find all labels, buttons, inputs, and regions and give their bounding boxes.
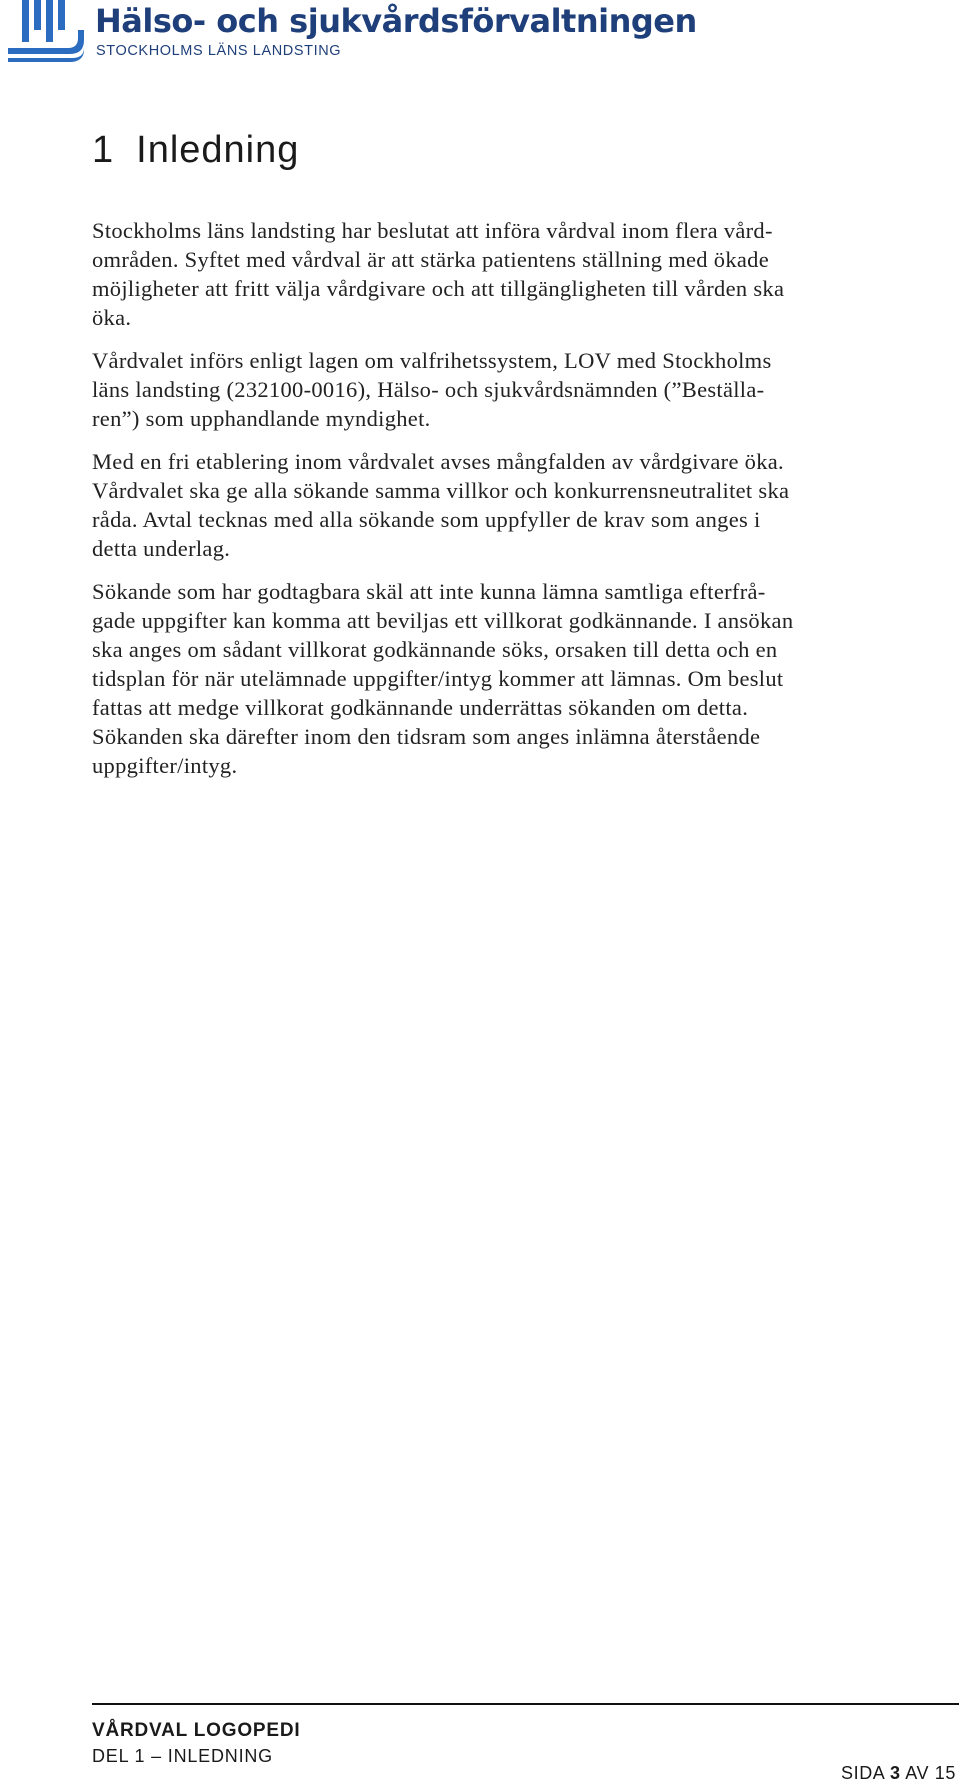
page-current: 3 [890,1763,901,1783]
header-logo [8,0,697,64]
paragraph [92,216,952,332]
paragraph [92,577,952,780]
paragraph-line: Vårdvalet ska ge alla sökande samma villkor och konkurrensneutralitet ska [92,478,790,503]
page-number [841,1762,956,1784]
paragraph-line: gade uppgifter kan komma att beviljas ett villkorat godkännande. I ansökan [92,608,794,633]
paragraph-line: öka. [92,305,132,330]
page-total: 15 [934,1763,956,1783]
paragraph-line: Sökanden ska därefter inom den tidsram som anges inlämna återstående [92,724,761,749]
document-body [92,128,952,794]
paragraph-line: Med en fri etablering inom vårdvalet avses mångfalden av vårdgivare öka. [92,449,784,474]
paragraph-line: detta underlag. [92,536,231,561]
footer-document-title: VÅRDVAL LOGOPEDI [92,1720,301,1741]
paragraph-line: tidsplan för när utelämnade uppgifter/intyg kommer att lämnas. Om beslut [92,666,784,691]
paragraph [92,346,952,433]
organization-name: Hälso- och sjukvårdsförvaltningen [95,2,697,40]
paragraph-line: möjligheter att fritt välja vårdgivare och att tillgängligheten till vården ska [92,276,785,301]
paragraph-line: områden. Syftet med vårdval är att stärka patientens ställning med ökade [92,247,770,272]
paragraph-line: uppgifter/intyg. [92,753,238,778]
paragraph-line: råda. Avtal tecknas med alla sökande som uppfyller de krav som anges i [92,507,761,532]
paragraph-line: ska anges om sådant villkorat godkännande söks, orsaken till detta och en [92,637,778,662]
paragraph-line: Sökande som har godtagbara skäl att inte kunna lämna samtliga efterfrå- [92,579,766,604]
section-heading [92,128,952,172]
page-prefix: SIDA [841,1763,885,1783]
paragraph-line: Stockholms läns landsting har beslutat att införa vårdval inom flera vård- [92,218,773,243]
paragraphs [92,216,952,780]
paragraph-line: ren”) som upphandlande myndighet. [92,406,431,431]
paragraph-line: läns landsting (232100-0016), Hälso- och sjukvårdsnämnden (”Beställa- [92,377,765,402]
sll-logo-icon [8,0,84,62]
paragraph [92,447,952,563]
paragraph-line: Vårdvalet införs enligt lagen om valfrihetssystem, LOV med Stockholms [92,348,772,373]
section-title: Inledning [136,129,300,171]
section-number: 1 [92,129,115,171]
footer-divider [92,1703,959,1705]
organization-subtitle: STOCKHOLMS LÄNS LANDSTING [96,43,342,59]
paragraph-line: fattas att medge villkorat godkännande underrättas sökanden om detta. [92,695,749,720]
page-middle: AV [905,1763,930,1783]
footer-section-label: DEL 1 – INLEDNING [92,1746,273,1766]
